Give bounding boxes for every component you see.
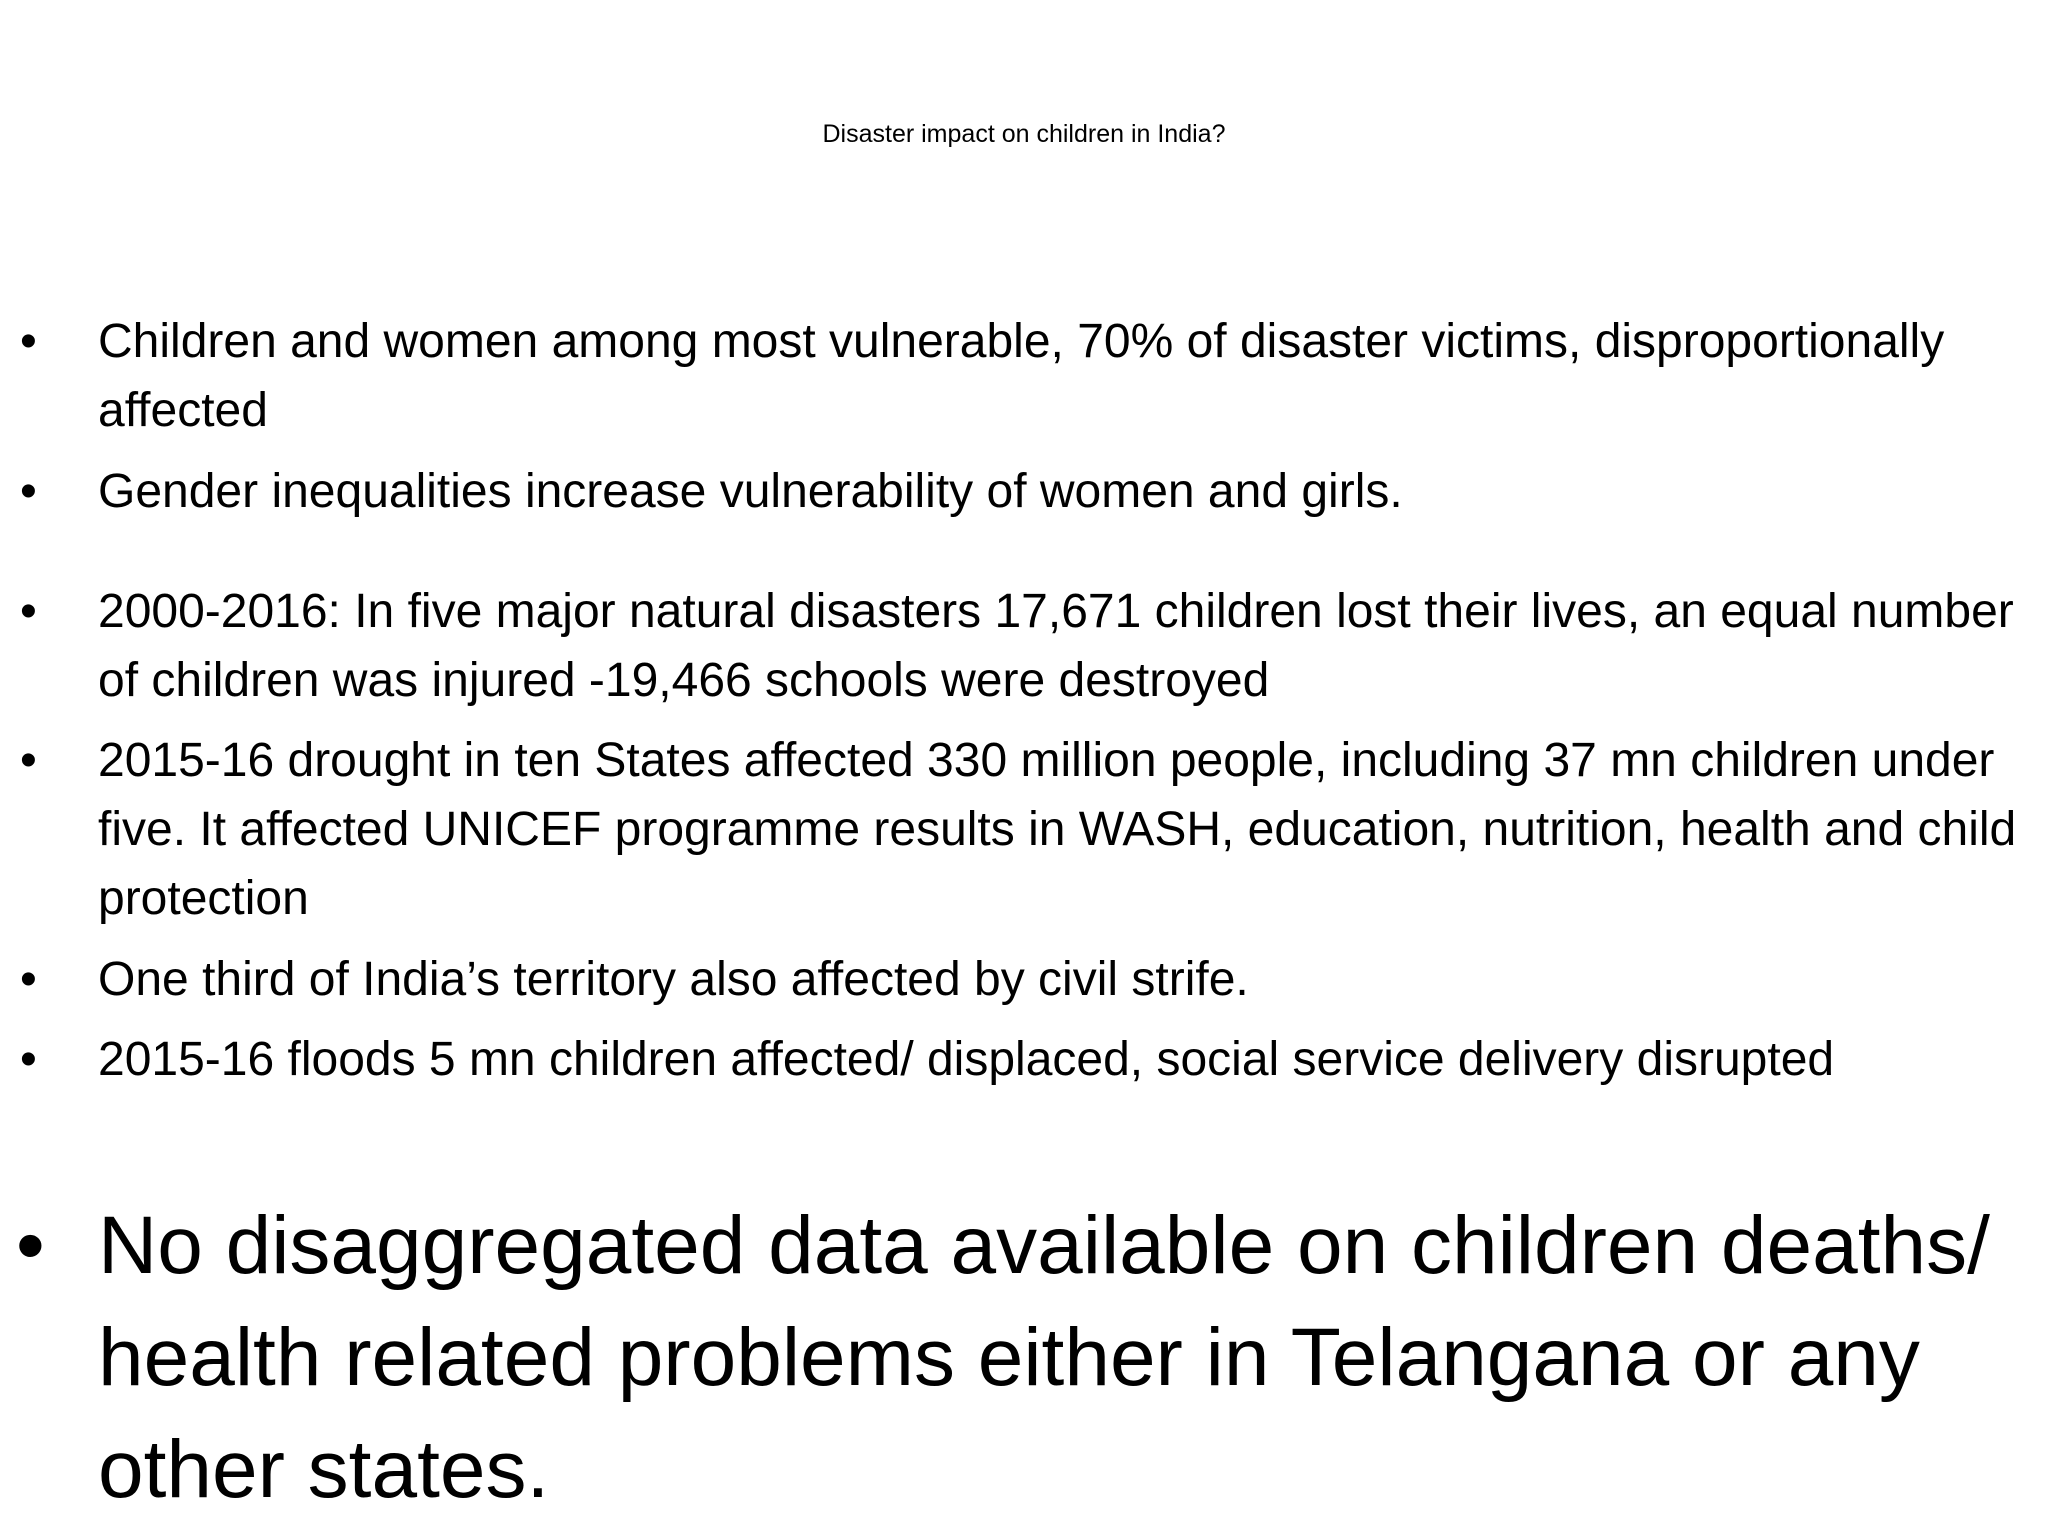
bullet-item [20, 457, 2033, 526]
bullet-text: One third of India’s territory also affected by civil strife. [98, 953, 1249, 1006]
bullet-text: No disaggregated data available on children deaths/ health related problems either in Telangana or any other states. [98, 1200, 1990, 1515]
bullet-point-icon: • [20, 953, 37, 1006]
bullet-item [20, 726, 2033, 933]
bullet-item [20, 307, 2033, 445]
bullet-text: 2015-16 drought in ten States affected 330 million people, including 37 mn children under five. It affected UNICEF programme results in WASH, education, nutrition, health and child protection [98, 734, 2017, 925]
bullet-point-icon: • [20, 734, 37, 787]
bullet-point-icon: • [16, 1200, 45, 1291]
bullet-item [20, 945, 2033, 1014]
bullet-item [20, 1025, 2033, 1094]
bullet-text: Children and women among most vulnerable, 70% of disaster victims, disproportionally affected [98, 315, 1945, 437]
bullet-text: 2000-2016: In five major natural disasters 17,671 children lost their lives, an equal number of children was injured -19,466 schools were destroyed [98, 585, 2014, 707]
bullet-point-icon: • [20, 315, 37, 368]
bullet-text: 2015-16 floods 5 mn children affected/ displaced, social service delivery disrupted [98, 1033, 1835, 1086]
bullet-item [20, 577, 2033, 715]
bullet-text: Gender inequalities increase vulnerability of women and girls. [98, 465, 1403, 518]
bullet-item [16, 1190, 2033, 1526]
bullet-point-icon: • [20, 1033, 37, 1086]
slide-title: Disaster impact on children in India? [822, 120, 1226, 148]
bullet-point-icon: • [20, 585, 37, 638]
bullet-point-icon: • [20, 465, 37, 518]
